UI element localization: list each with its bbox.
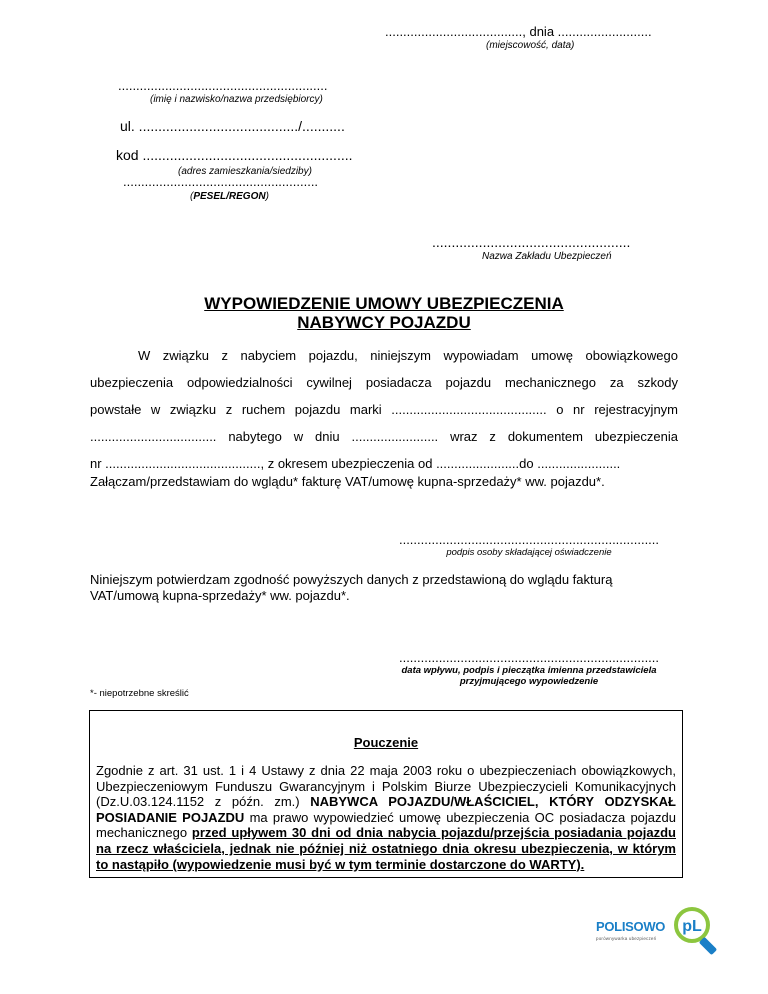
logo-wordmark: POLISOWO (596, 919, 666, 934)
notice-title: Pouczenie (353, 735, 419, 750)
magnifier-icon (670, 905, 728, 957)
footnote: *- niepotrzebne skreślić (90, 688, 189, 699)
paragraph-line: powstałe w związku z ruchem pojazdu marki ........................................... o nr rejestracyjnym (90, 402, 678, 417)
postal-code-line: kod ...................................................... (116, 147, 353, 163)
notice-box (89, 710, 683, 878)
signature-line: ........................................................................ (398, 532, 660, 547)
pesel-label: (PESEL/REGON) (190, 191, 269, 202)
place-date-line: ......................................, dnia .......................... (385, 24, 652, 39)
attachment-statement: Załączam/przedstawiam do wglądu* fakturę VAT/umowę kupna-sprzedaży* ww. pojazdu*. (90, 474, 605, 489)
logo-tagline: porównywarka ubezpieczeń (596, 936, 657, 941)
pesel-line: ...................................................... (123, 174, 319, 189)
document-title-line-1: WYPOWIEDZENIE UMOWY UBEZPIECZENIA (204, 294, 564, 313)
signature-line: ........................................................................ (398, 650, 660, 665)
paragraph-line: nr ..........................................., z okresem ubezpieczenia od .......................do ....................... (90, 456, 621, 471)
signature-label: podpis osoby składającej oświadczenie (446, 547, 612, 558)
address-label: (adres zamieszkania/siedziby) (178, 166, 312, 177)
logo-tld: pL (682, 918, 702, 935)
insurer-line: ................................................... (432, 234, 631, 250)
paragraph-line: W związku z nabyciem pojazdu, niniejszym wypowiadam umowę obowiązkowego (138, 348, 678, 363)
signature-label-line-1: data wpływu, podpis i pieczątka imienna przedstawiciela (401, 665, 657, 676)
paragraph-line: ubezpieczenia odpowiedzialności cywilnej posiadacza pojazdu mechanicznego za szkody (90, 375, 678, 390)
street-line: ul. ........................................./........... (120, 118, 345, 134)
polisowo-logo (590, 905, 730, 957)
insurer-label: Nazwa Zakładu Ubezpieczeń (482, 251, 612, 262)
name-label: (imię i nazwisko/nazwa przedsiębiorcy) (150, 94, 323, 105)
termination-paragraph (90, 342, 678, 477)
paragraph-line: ................................... nabytego w dniu ........................ wraz z dokumentem ubezpieczenia (90, 429, 678, 444)
declarant-signature (384, 532, 674, 558)
name-line: .......................................................... (118, 78, 328, 93)
notice-text: Zgodnie z art. 31 ust. 1 i 4 Ustawy z dnia 22 maja 2003 roku o ubezpieczeniach obowiązkowych, Ubezpieczeniowym Funduszu Gwarancyjnym i Polskim Biurze Ubezpieczycieli Komunikacyjnych (Dz.U.03.124.1152 z późn. zm.) NABYWCA POJAZDU/WŁAŚCICIEL, KTÓRY ODZYSKAŁ POSIADANIE POJAZDU ma prawo wypowiedzieć umowę ubezpieczenia OC posiadacza pojazdu mechanicznego przed upływem 30 dni od dnia nabycia pojazdu/przejścia posiadania pojazdu na rzecz właściciela, jednak nie później niż ostatniego dnia okresu ubezpieczenia, w którym to nastąpiło (wypowiedzenie musi być w tym terminie dostarczone do WARTY). (96, 763, 676, 872)
place-date-label: (miejscowość, data) (486, 40, 575, 51)
receiver-signature (384, 650, 674, 687)
document-title-line-2: NABYWCY POJAZDU (297, 313, 471, 332)
signature-label-line-2: przyjmującego wypowiedzenie (459, 676, 599, 687)
confirmation-statement: Niniejszym potwierdzam zgodność powyższych danych z przedstawioną do wglądu fakturą VAT/umową kupna-sprzedaży* ww. pojazdu*. (90, 572, 613, 603)
